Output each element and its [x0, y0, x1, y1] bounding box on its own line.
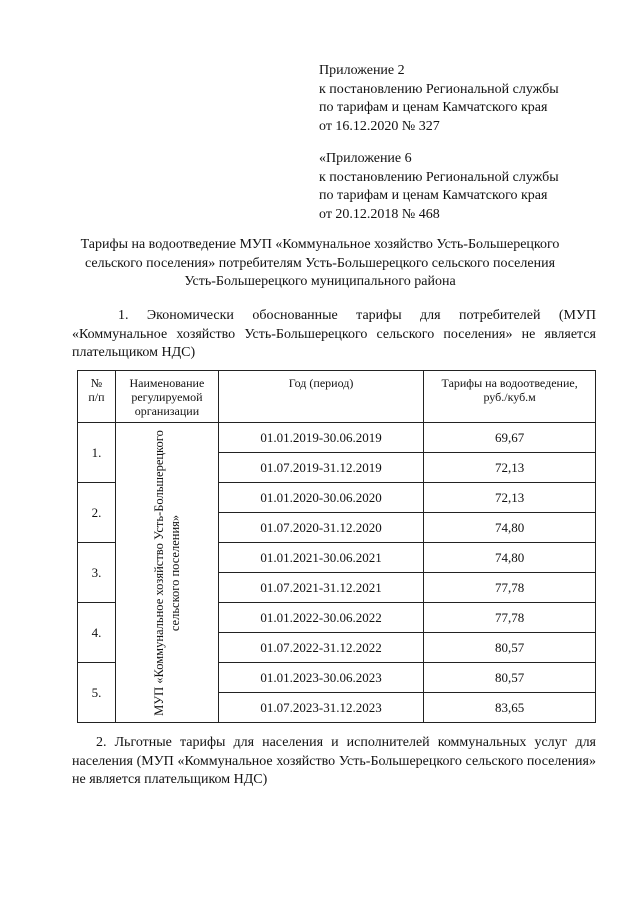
- period-cell: 01.07.2019-31.12.2019: [218, 453, 423, 483]
- section-1-text: 1. Экономически обоснованные тарифы для потребителей (МУП «Коммунальное хозяйство Усть-Большерецкого сельского поселения» не является плательщиком НДС): [72, 308, 596, 360]
- period-cell: 01.01.2022-30.06.2022: [218, 603, 423, 633]
- appendix-2-block: [319, 62, 619, 136]
- appendix-2-line: к постановлению Региональной службы: [319, 81, 559, 97]
- appendix-2-line: от 16.12.2020 № 327: [319, 118, 440, 134]
- row-number: 3.: [78, 543, 116, 603]
- period-cell: 01.07.2021-31.12.2021: [218, 573, 423, 603]
- table-row: [78, 423, 596, 453]
- tariff-cell: 69,67: [424, 423, 596, 453]
- document-title: Тарифы на водоотведение МУП «Коммунальное хозяйство Усть-Большерецкого сельского поселения» потребителям Усть-Большерецкого сельского поселения Усть-Большерецкого муниципального района: [80, 237, 560, 289]
- organization-cell: [115, 423, 218, 723]
- period-cell: 01.07.2020-31.12.2020: [218, 513, 423, 543]
- organization-name: МУП «Коммунальное хозяйство Усть-Большерецкого сельского поселения»: [151, 429, 182, 716]
- appendix-2-line: по тарифам и ценам Камчатского края: [319, 100, 548, 115]
- tariff-cell: 80,57: [424, 633, 596, 663]
- row-number: 5.: [78, 663, 116, 723]
- tariff-table: [77, 370, 596, 723]
- row-number: 2.: [78, 483, 116, 543]
- appendix-6-block: [319, 150, 619, 224]
- period-cell: 01.07.2022-31.12.2022: [218, 633, 423, 663]
- period-cell: 01.01.2023-30.06.2023: [218, 663, 423, 693]
- header-tariff: Тарифы на водоотведение, руб./куб.м: [424, 371, 596, 423]
- period-cell: 01.07.2023-31.12.2023: [218, 693, 423, 723]
- tariff-cell: 72,13: [424, 453, 596, 483]
- tariff-cell: 77,78: [424, 603, 596, 633]
- header-num: № п/п: [78, 371, 116, 423]
- period-cell: 01.01.2020-30.06.2020: [218, 483, 423, 513]
- appendix-6-line: к постановлению Региональной службы: [319, 169, 559, 185]
- header-org: Наименование регулируемой организации: [115, 371, 218, 423]
- tariff-cell: 74,80: [424, 543, 596, 573]
- tariff-cell: 72,13: [424, 483, 596, 513]
- section-2-text: 2. Льготные тарифы для населения и исполнителей коммунальных услуг для населения (МУП «Коммунальное хозяйство Усть-Большерецкого сельского поселения» не является плательщиком НДС): [72, 735, 596, 787]
- row-number: 1.: [78, 423, 116, 483]
- header-period: Год (период): [218, 371, 423, 423]
- period-cell: 01.01.2021-30.06.2021: [218, 543, 423, 573]
- appendix-6-line: «Приложение 6: [319, 151, 412, 166]
- tariff-cell: 77,78: [424, 573, 596, 603]
- row-number: 4.: [78, 603, 116, 663]
- period-cell: 01.01.2019-30.06.2019: [218, 423, 423, 453]
- tariff-cell: 80,57: [424, 663, 596, 693]
- appendix-2-line: Приложение 2: [319, 63, 405, 78]
- tariff-cell: 83,65: [424, 693, 596, 723]
- tariff-cell: 74,80: [424, 513, 596, 543]
- appendix-6-line: по тарифам и ценам Камчатского края: [319, 188, 548, 203]
- table-header-row: [78, 371, 596, 423]
- appendix-6-line: от 20.12.2018 № 468: [319, 206, 440, 222]
